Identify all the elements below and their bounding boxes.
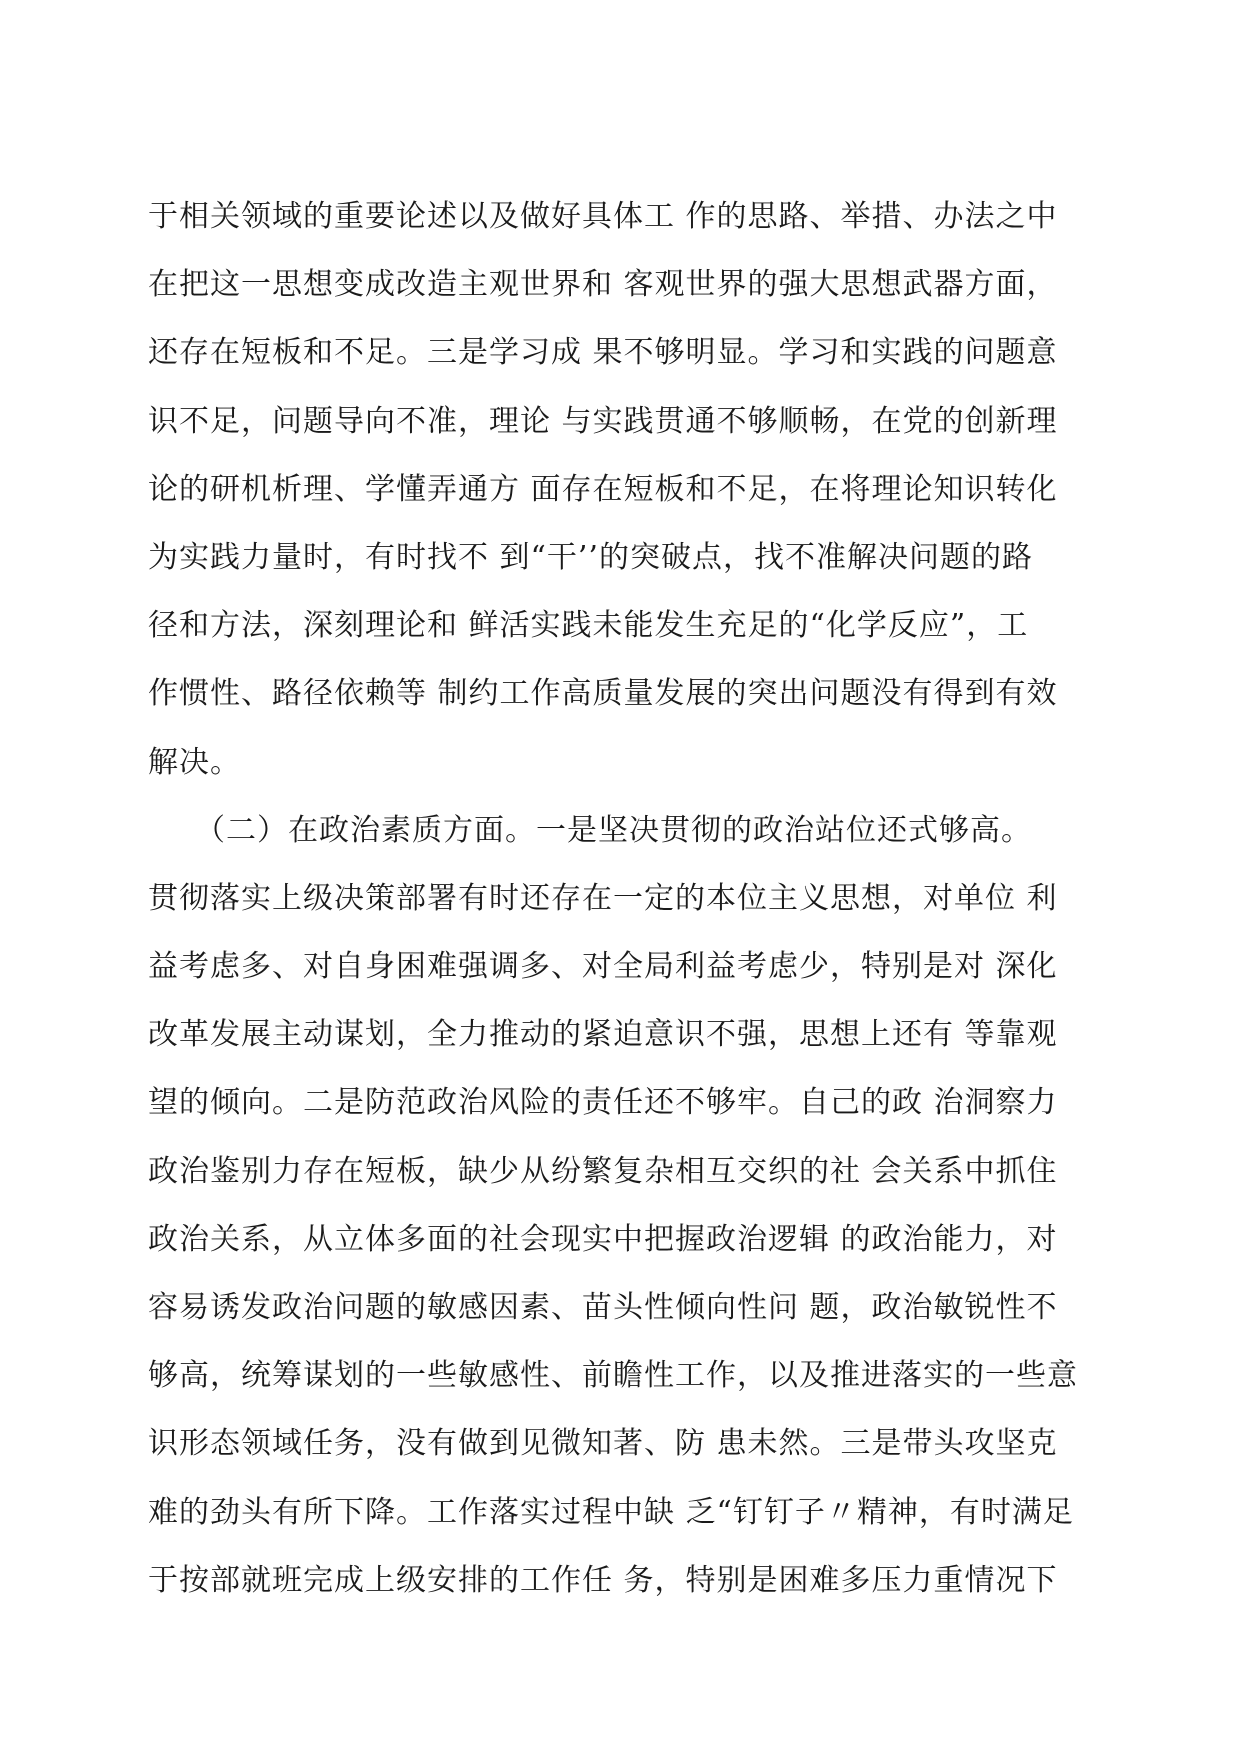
text-line: 作惯性、路径依赖等 制约工作高质量发展的突出问题没有得到有效 (148, 676, 1058, 712)
text-line: 还存在短板和不足。三是学习成 果不够明显。学习和实践的问题意 (148, 335, 1058, 371)
section-heading-line: （二）在政治素质方面。一是坚决贯彻的政治站位还式够高。 (148, 812, 1032, 848)
text-line: 改革发展主动谋划，全力推动的紧迫意识不强，思想上还有 等靠观 (148, 1017, 1058, 1053)
text-line: 识形态领域任务，没有做到见微知著、防 患未然。三是带头攻坚克 (148, 1426, 1058, 1462)
text-line: 政治关系，从立体多面的社会现实中把握政治逻辑 的政治能力，对 (148, 1221, 1058, 1257)
text-line: 政治鉴别力存在短板，缺少从纷繁复杂相互交织的社 会关系中抓住 (148, 1153, 1058, 1189)
text-line: 为实践力量时，有时找不 到“干’’的突破点，找不准解决问题的路 (148, 539, 1033, 575)
text-line: 望的倾向。二是防范政治风险的责任还不够牢。自己的政 治洞察力 (148, 1085, 1058, 1121)
body-text (148, 183, 1108, 1615)
text-line: 容易诱发政治问题的敏感因素、苗头性倾向性问 题，政治敏锐性不 (148, 1290, 1058, 1325)
text-line: 径和方法，深刻理论和 鲜活实践未能发生充足的“化学反应”，工 (148, 608, 1029, 644)
text-line: 够高，统筹谋划的一些敏感性、前瞻性工作，以及推进落实的一些意 (148, 1358, 1078, 1394)
text-line: 在把这一思想变成改造主观世界和 客观世界的强大思想武器方面， (148, 267, 1058, 303)
text-line: 识不足，问题导向不准，理论 与实践贯通不够顺畅，在党的创新理 (148, 403, 1058, 439)
text-line: 解决。 (148, 744, 241, 780)
text-line: 论的研机析理、学懂弄通方 面存在短板和不足，在将理论知识转化 (148, 471, 1058, 507)
text-line: 贯彻落实上级决策部署有时还存在一定的本位主义思想，对单位 利 (148, 880, 1058, 916)
text-line: 难的劲头有所下降。工作落实过程中缺 乏“钉钉子〃精神，有时满足 (148, 1494, 1074, 1530)
text-line: 于相关领域的重要论述以及做好具体工 作的思路、举措、办法之中 (148, 199, 1058, 234)
text-line: 益考虑多、对自身困难强调多、对全局利益考虑少，特别是对 深化 (148, 949, 1058, 985)
text-line: 于按部就班完成上级安排的工作任 务，特别是困难多压力重情况下 (148, 1562, 1058, 1598)
